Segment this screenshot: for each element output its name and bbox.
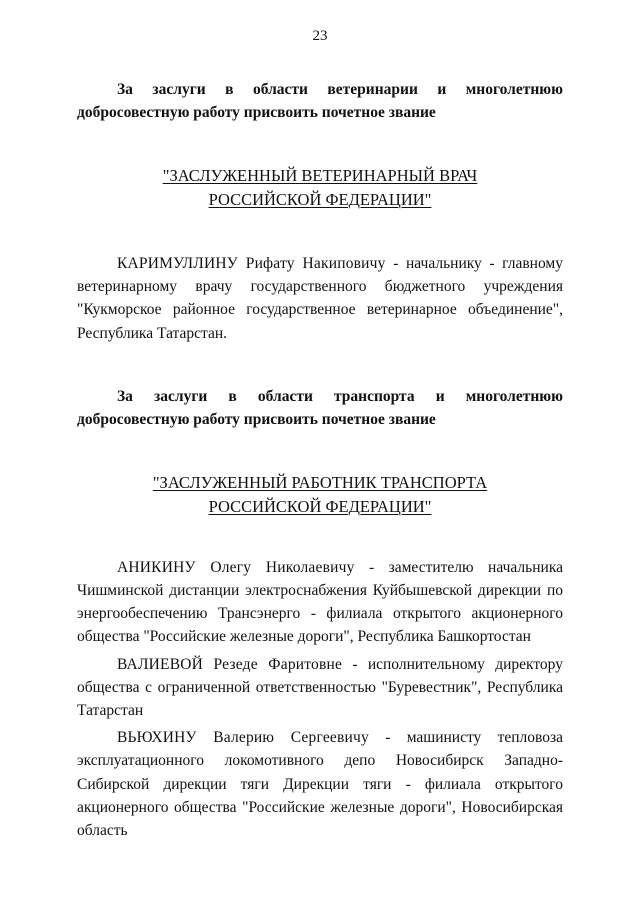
honorary-title-veterinary: [77, 164, 563, 212]
page-number: 23: [312, 28, 328, 44]
honorary-title-line: "ЗАСЛУЖЕННЫЙ РАБОТНИК ТРАНСПОРТА: [152, 472, 488, 492]
awardee-name: АНИКИНУ Олегу Николаевичу: [117, 558, 355, 576]
decree-body: [77, 78, 563, 842]
honorary-title-transport: [77, 471, 563, 519]
honorary-title-line: РОССИЙСКОЙ ФЕДЕРАЦИИ": [208, 190, 432, 209]
awardee-position: - начальнику - главному ветеринарному врачу государственного бюджетного учреждения "Кукморское районное государственное ветеринарное объединение", Республика Татарстан.: [77, 255, 563, 342]
section-intro-veterinary: За заслуги в области ветеринарии и многолетнюю добросовестную работу присвоить почетное звание: [77, 81, 563, 121]
honorary-title-line: РОССИЙСКОЙ ФЕДЕРАЦИИ": [208, 496, 432, 516]
honorary-title-line: "ЗАСЛУЖЕННЫЙ ВЕТЕРИНАРНЫЙ ВРАЧ: [162, 166, 478, 185]
awardee-name: ВАЛИЕВОЙ Резеде Фаритовне: [117, 655, 343, 673]
awardee-entry: [77, 653, 563, 723]
awardee-name: ВЬЮХИНУ Валерию Сергеевичу: [117, 729, 369, 747]
section-intro-transport: За заслуги в области транспорта и многолетнюю добросовестную работу присвоить почетное звание: [77, 387, 563, 428]
awardee-name: КАРИМУЛЛИНУ Рифату Накиповичу: [117, 255, 386, 272]
awardee-position: - заместителю начальника Чишминской дистанции электроснабжения Куйбышевской дирекции по энергообеспечению Трансэнерго - филиала открытого акционерного общества "Российские железные дороги", Республика Башкортостан: [77, 558, 563, 646]
awardee-entry: [77, 726, 563, 842]
awardee-position: - машинисту тепловоза эксплуатационного локомотивного депо Новосибирск Западно-Сибирской дирекции тяги Дирекции тяги - филиала открытого акционерного общества "Российские железные дороги", Новосибирская область: [77, 729, 563, 840]
awardee-entry: [77, 556, 563, 649]
awardee-entry: [77, 252, 563, 345]
awardee-position: - исполнительному директору общества с ограниченной ответственностью "Буревестник", Республика Татарстан: [77, 655, 563, 720]
